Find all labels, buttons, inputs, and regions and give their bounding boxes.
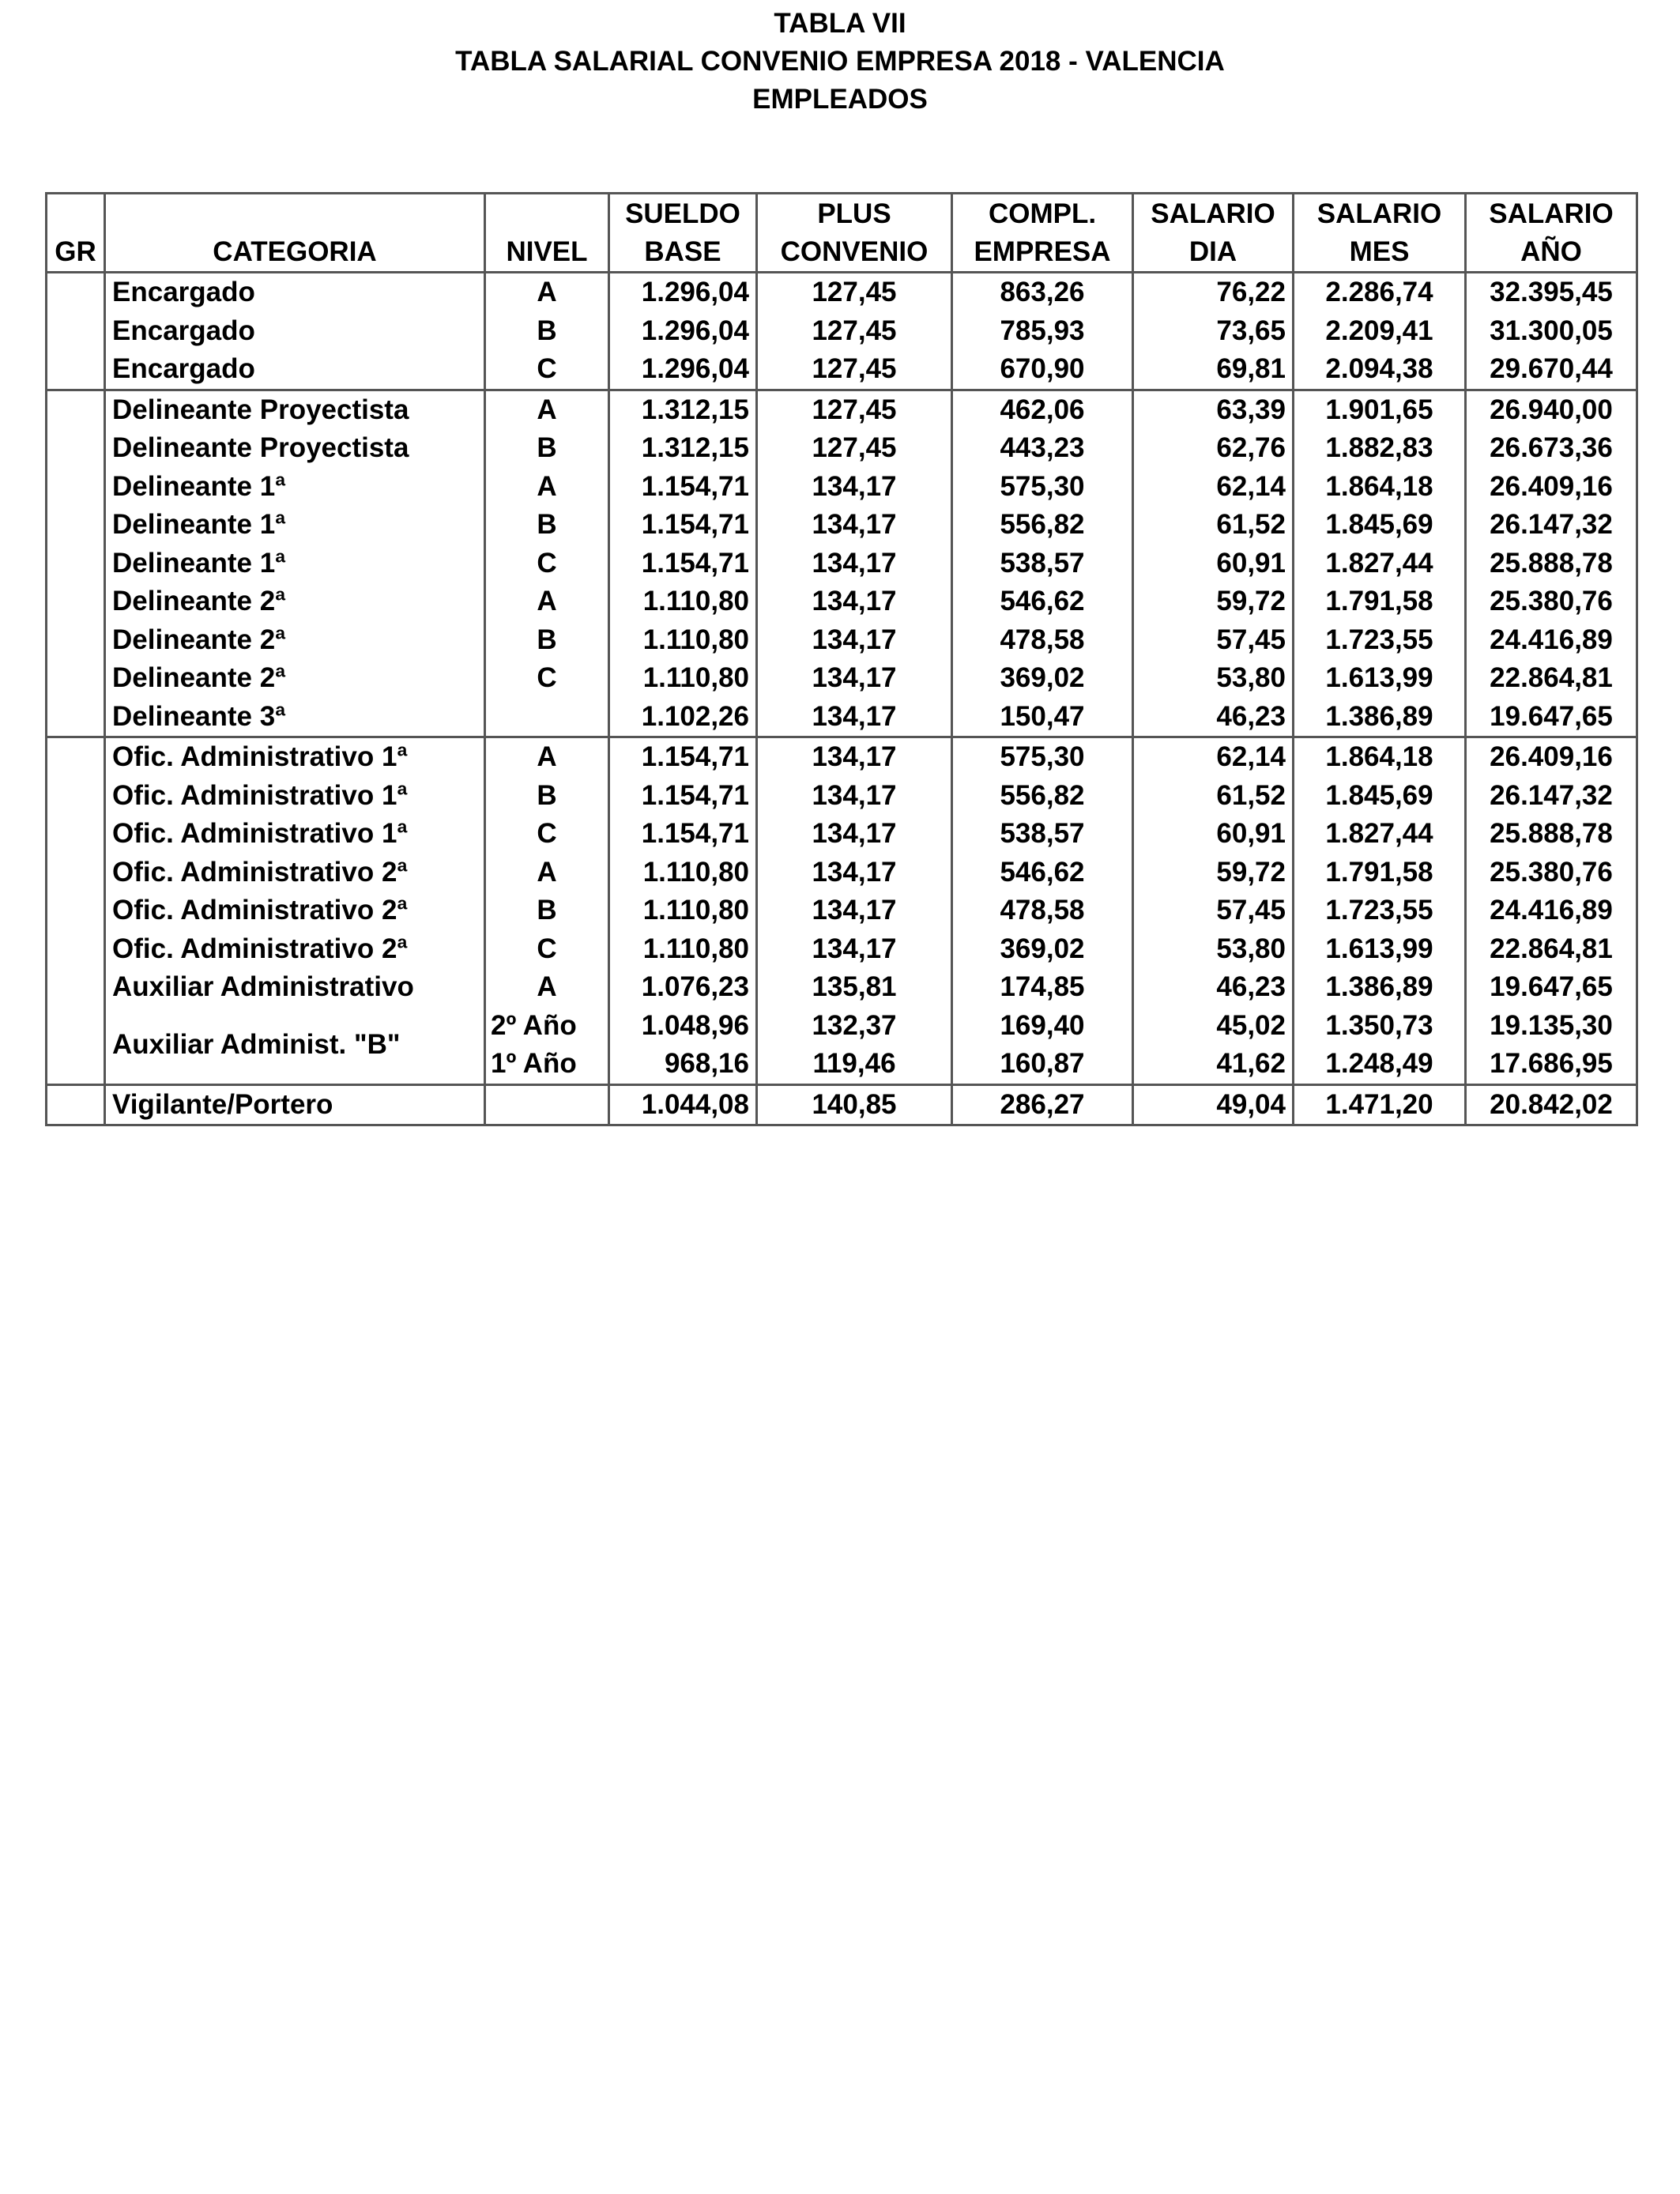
cell-plus-convenio: 119,46 [757,1045,952,1084]
cell-salario-ano: 19.647,65 [1466,968,1637,1007]
cell-salario-ano: 26.940,00 [1466,390,1637,429]
cell-sueldo-base: 1.154,71 [609,506,757,545]
table-title: TABLA SALARIAL CONVENIO EMPRESA 2018 - VALENCIA [455,46,1225,77]
cell-compl-empresa: 169,40 [952,1007,1133,1046]
table-row [47,777,1637,816]
cell-categoria: Ofic. Administrativo 2ª [105,854,485,892]
cell-plus-convenio: 127,45 [757,429,952,468]
cell-compl-empresa: 369,02 [952,659,1133,698]
cell-salario-dia: 69,81 [1133,350,1294,390]
cell-sueldo-base: 1.110,80 [609,854,757,892]
cell-salario-mes: 1.864,18 [1294,468,1466,507]
cell-categoria: Auxiliar Administrativo [105,968,485,1007]
cell-salario-dia: 62,76 [1133,429,1294,468]
cell-sueldo-base: 1.154,71 [609,545,757,583]
cell-compl-empresa: 160,87 [952,1045,1133,1084]
cell-salario-mes: 1.827,44 [1294,815,1466,854]
cell-plus-convenio: 127,45 [757,312,952,351]
cell-salario-mes: 1.613,99 [1294,659,1466,698]
cell-nivel: B [485,777,609,816]
header-ano-line2: AÑO [1466,233,1637,273]
cell-compl-empresa: 546,62 [952,582,1133,621]
cell-sueldo-base: 1.110,80 [609,621,757,660]
header-sueldo-line1: SUELDO [609,194,757,233]
header-mes-line1: SALARIO [1294,194,1466,233]
header-categoria-top [105,194,485,233]
cell-nivel: A [485,390,609,429]
cell-plus-convenio: 134,17 [757,468,952,507]
cell-gr [47,273,105,390]
cell-plus-convenio: 134,17 [757,659,952,698]
cell-salario-ano: 26.147,32 [1466,506,1637,545]
cell-plus-convenio: 127,45 [757,273,952,312]
cell-salario-mes: 1.791,58 [1294,854,1466,892]
table-row [47,429,1637,468]
cell-categoria: Encargado [105,312,485,351]
cell-plus-convenio: 134,17 [757,621,952,660]
cell-salario-mes: 2.209,41 [1294,312,1466,351]
table-row [47,854,1637,892]
header-dia-line1: SALARIO [1133,194,1294,233]
cell-nivel: 2º Año [485,1007,609,1046]
cell-categoria: Delineante 3ª [105,698,485,737]
cell-salario-dia: 53,80 [1133,930,1294,969]
cell-sueldo-base: 1.296,04 [609,273,757,312]
cell-salario-ano: 29.670,44 [1466,350,1637,390]
cell-salario-mes: 2.286,74 [1294,273,1466,312]
cell-categoria: Ofic. Administrativo 1ª [105,815,485,854]
cell-salario-ano: 25.380,76 [1466,582,1637,621]
cell-categoria: Encargado [105,273,485,312]
cell-plus-convenio: 140,85 [757,1084,952,1125]
header-ano-line1: SALARIO [1466,194,1637,233]
cell-plus-convenio: 127,45 [757,390,952,429]
cell-sueldo-base: 1.154,71 [609,777,757,816]
cell-compl-empresa: 670,90 [952,350,1133,390]
cell-salario-mes: 1.827,44 [1294,545,1466,583]
cell-compl-empresa: 462,06 [952,390,1133,429]
cell-compl-empresa: 478,58 [952,621,1133,660]
table-row [47,968,1637,1007]
cell-plus-convenio: 134,17 [757,777,952,816]
cell-salario-dia: 57,45 [1133,621,1294,660]
cell-salario-mes: 1.350,73 [1294,1007,1466,1046]
cell-salario-ano: 24.416,89 [1466,621,1637,660]
cell-salario-dia: 61,52 [1133,506,1294,545]
header-sueldo-line2: BASE [609,233,757,273]
table-row [47,621,1637,660]
cell-nivel: B [485,892,609,930]
header-dia-line2: DIA [1133,233,1294,273]
cell-salario-dia: 73,65 [1133,312,1294,351]
table-row [47,1084,1637,1125]
cell-salario-dia: 46,23 [1133,968,1294,1007]
cell-salario-mes: 1.386,89 [1294,698,1466,737]
cell-salario-mes: 1.723,55 [1294,621,1466,660]
table-row [47,737,1637,777]
table-row [47,390,1637,429]
header-gr: GR [47,233,105,273]
cell-categoria: Ofic. Administrativo 1ª [105,737,485,777]
header-categoria: CATEGORIA [105,233,485,273]
cell-salario-ano: 22.864,81 [1466,659,1637,698]
table-row [47,312,1637,351]
table-row [47,930,1637,969]
cell-salario-dia: 60,91 [1133,545,1294,583]
cell-gr [47,390,105,737]
cell-nivel: B [485,506,609,545]
cell-plus-convenio: 134,17 [757,698,952,737]
table-row [47,659,1637,698]
cell-salario-dia: 63,39 [1133,390,1294,429]
table-row [47,815,1637,854]
cell-sueldo-base: 1.296,04 [609,350,757,390]
cell-salario-ano: 19.135,30 [1466,1007,1637,1046]
cell-nivel: C [485,659,609,698]
cell-salario-dia: 76,22 [1133,273,1294,312]
cell-salario-ano: 19.647,65 [1466,698,1637,737]
cell-nivel: B [485,429,609,468]
cell-compl-empresa: 443,23 [952,429,1133,468]
cell-categoria: Ofic. Administrativo 2ª [105,930,485,969]
table-row [47,545,1637,583]
table-subtitle: EMPLEADOS [752,84,928,115]
cell-sueldo-base: 1.110,80 [609,930,757,969]
cell-salario-ano: 24.416,89 [1466,892,1637,930]
cell-salario-mes: 1.723,55 [1294,892,1466,930]
cell-categoria: Delineante 1ª [105,506,485,545]
cell-plus-convenio: 134,17 [757,582,952,621]
cell-salario-dia: 49,04 [1133,1084,1294,1125]
cell-compl-empresa: 785,93 [952,312,1133,351]
cell-categoria: Auxiliar Administ. "B" [105,1007,485,1085]
cell-nivel: A [485,854,609,892]
cell-categoria: Delineante 1ª [105,468,485,507]
table-row [47,350,1637,390]
cell-plus-convenio: 134,17 [757,854,952,892]
cell-compl-empresa: 863,26 [952,273,1133,312]
cell-categoria: Delineante 2ª [105,659,485,698]
cell-salario-ano: 26.409,16 [1466,737,1637,777]
header-gr-top [47,194,105,233]
cell-nivel: B [485,312,609,351]
cell-nivel [485,698,609,737]
cell-categoria: Delineante Proyectista [105,390,485,429]
cell-salario-dia: 59,72 [1133,582,1294,621]
cell-sueldo-base: 1.102,26 [609,698,757,737]
cell-categoria: Delineante 1ª [105,545,485,583]
cell-salario-mes: 1.901,65 [1294,390,1466,429]
cell-compl-empresa: 546,62 [952,854,1133,892]
cell-salario-dia: 60,91 [1133,815,1294,854]
cell-salario-ano: 22.864,81 [1466,930,1637,969]
cell-salario-ano: 26.409,16 [1466,468,1637,507]
cell-salario-dia: 62,14 [1133,737,1294,777]
cell-salario-dia: 62,14 [1133,468,1294,507]
cell-salario-mes: 1.845,69 [1294,777,1466,816]
cell-nivel: C [485,545,609,583]
cell-salario-mes: 1.613,99 [1294,930,1466,969]
cell-gr [47,737,105,1085]
cell-sueldo-base: 1.312,15 [609,390,757,429]
cell-categoria: Delineante 2ª [105,621,485,660]
cell-plus-convenio: 134,17 [757,545,952,583]
cell-plus-convenio: 134,17 [757,930,952,969]
table-row [47,582,1637,621]
cell-categoria: Ofic. Administrativo 2ª [105,892,485,930]
cell-sueldo-base: 1.048,96 [609,1007,757,1046]
cell-sueldo-base: 1.110,80 [609,582,757,621]
cell-salario-mes: 1.864,18 [1294,737,1466,777]
cell-nivel: B [485,621,609,660]
cell-compl-empresa: 286,27 [952,1084,1133,1125]
cell-nivel: A [485,968,609,1007]
cell-compl-empresa: 478,58 [952,892,1133,930]
header-compl-line1: COMPL. [952,194,1133,233]
cell-salario-ano: 17.686,95 [1466,1045,1637,1084]
cell-salario-dia: 57,45 [1133,892,1294,930]
cell-salario-ano: 20.842,02 [1466,1084,1637,1125]
cell-sueldo-base: 968,16 [609,1045,757,1084]
cell-nivel: A [485,737,609,777]
cell-plus-convenio: 134,17 [757,737,952,777]
table-row [47,698,1637,737]
cell-plus-convenio: 134,17 [757,892,952,930]
cell-salario-mes: 1.248,49 [1294,1045,1466,1084]
cell-sueldo-base: 1.154,71 [609,468,757,507]
cell-compl-empresa: 174,85 [952,968,1133,1007]
cell-salario-ano: 31.300,05 [1466,312,1637,351]
header-plus-line2: CONVENIO [757,233,952,273]
cell-salario-ano: 26.673,36 [1466,429,1637,468]
cell-salario-mes: 2.094,38 [1294,350,1466,390]
header-compl-line2: EMPRESA [952,233,1133,273]
cell-compl-empresa: 556,82 [952,777,1133,816]
cell-sueldo-base: 1.044,08 [609,1084,757,1125]
header-mes-line2: MES [1294,233,1466,273]
cell-compl-empresa: 556,82 [952,506,1133,545]
header-row-2 [47,233,1637,273]
cell-categoria: Ofic. Administrativo 1ª [105,777,485,816]
cell-nivel [485,1084,609,1125]
cell-plus-convenio: 127,45 [757,350,952,390]
cell-salario-ano: 25.380,76 [1466,854,1637,892]
cell-compl-empresa: 538,57 [952,815,1133,854]
cell-compl-empresa: 150,47 [952,698,1133,737]
cell-salario-mes: 1.882,83 [1294,429,1466,468]
cell-salario-mes: 1.791,58 [1294,582,1466,621]
cell-compl-empresa: 538,57 [952,545,1133,583]
cell-salario-ano: 32.395,45 [1466,273,1637,312]
table-row [47,1007,1637,1046]
cell-salario-dia: 41,62 [1133,1045,1294,1084]
header-nivel-top [485,194,609,233]
title-block [0,5,1680,119]
cell-compl-empresa: 575,30 [952,737,1133,777]
cell-salario-ano: 25.888,78 [1466,545,1637,583]
header-row-1 [47,194,1637,233]
cell-nivel: C [485,930,609,969]
cell-compl-empresa: 575,30 [952,468,1133,507]
cell-salario-dia: 53,80 [1133,659,1294,698]
header-nivel: NIVEL [485,233,609,273]
cell-sueldo-base: 1.154,71 [609,737,757,777]
table-number: TABLA VII [774,8,906,39]
cell-sueldo-base: 1.076,23 [609,968,757,1007]
cell-plus-convenio: 135,81 [757,968,952,1007]
cell-categoria: Encargado [105,350,485,390]
cell-sueldo-base: 1.110,80 [609,659,757,698]
cell-salario-mes: 1.471,20 [1294,1084,1466,1125]
table-row [47,273,1637,312]
cell-sueldo-base: 1.296,04 [609,312,757,351]
cell-nivel: C [485,815,609,854]
table-row [47,468,1637,507]
cell-gr [47,1084,105,1125]
cell-sueldo-base: 1.110,80 [609,892,757,930]
cell-nivel: A [485,273,609,312]
cell-salario-ano: 26.147,32 [1466,777,1637,816]
table-row [47,892,1637,930]
cell-plus-convenio: 132,37 [757,1007,952,1046]
cell-compl-empresa: 369,02 [952,930,1133,969]
cell-salario-mes: 1.845,69 [1294,506,1466,545]
cell-salario-ano: 25.888,78 [1466,815,1637,854]
salary-table [45,192,1638,1126]
cell-plus-convenio: 134,17 [757,815,952,854]
cell-salario-dia: 45,02 [1133,1007,1294,1046]
cell-nivel: A [485,582,609,621]
cell-salario-dia: 61,52 [1133,777,1294,816]
cell-sueldo-base: 1.154,71 [609,815,757,854]
cell-sueldo-base: 1.312,15 [609,429,757,468]
table-row [47,506,1637,545]
cell-salario-dia: 46,23 [1133,698,1294,737]
cell-categoria: Delineante Proyectista [105,429,485,468]
cell-plus-convenio: 134,17 [757,506,952,545]
cell-salario-mes: 1.386,89 [1294,968,1466,1007]
cell-nivel: 1º Año [485,1045,609,1084]
cell-nivel: C [485,350,609,390]
cell-salario-dia: 59,72 [1133,854,1294,892]
cell-nivel: A [485,468,609,507]
cell-categoria: Delineante 2ª [105,582,485,621]
header-plus-line1: PLUS [757,194,952,233]
cell-categoria: Vigilante/Portero [105,1084,485,1125]
